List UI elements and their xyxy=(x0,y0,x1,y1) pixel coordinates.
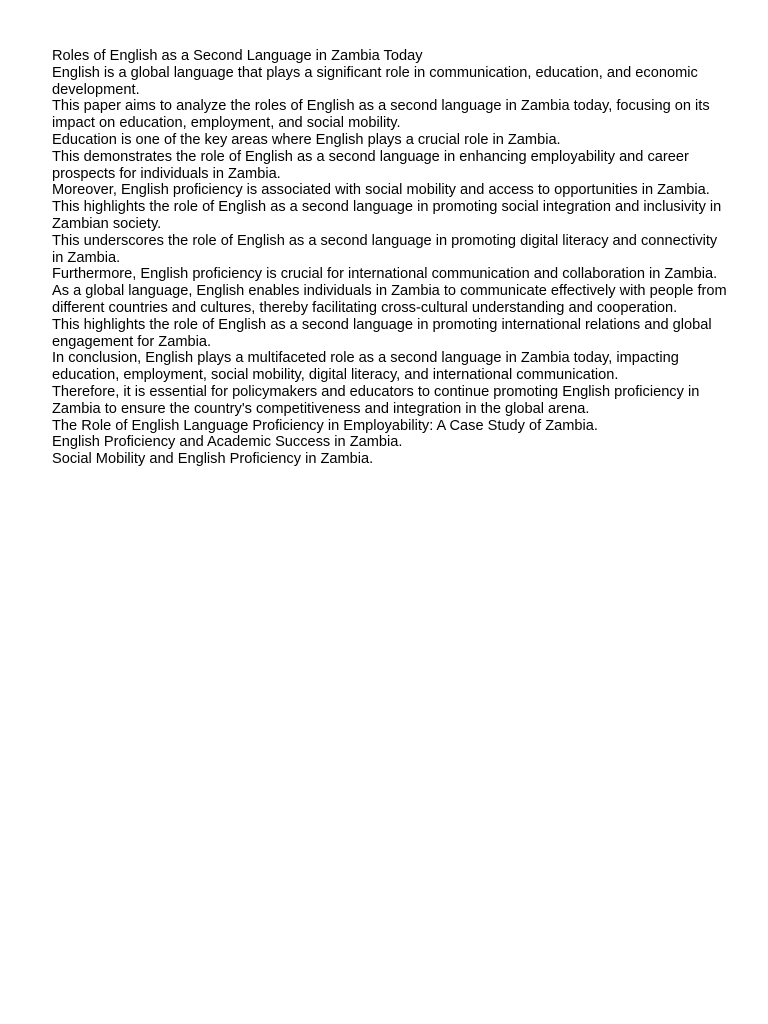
paragraph-line: This demonstrates the role of English as a second language in enhancing employability and career prospects for individuals in Zambia. xyxy=(52,148,689,182)
paragraph-line: English is a global language that plays a significant role in communication, education, and economic development. xyxy=(52,64,698,98)
paragraph-line: In conclusion, English plays a multifaceted role as a second language in Zambia today, impacting education, employment, social mobility, digital literacy, and international communication. xyxy=(52,350,679,384)
paragraph-line: Moreover, English proficiency is associated with social mobility and access to opportunities in Zambia. xyxy=(52,182,710,199)
reference-title: The Role of English Language Proficiency in Employability: A Case Study of Zambia. xyxy=(52,417,598,434)
paragraph-line: This paper aims to analyze the roles of English as a second language in Zambia today, focusing on its impact on education, employment, and social mobility. xyxy=(52,98,710,132)
paragraph-line: Furthermore, English proficiency is crucial for international communication and collaboration in Zambia. xyxy=(52,266,718,283)
reference-title: Social Mobility and English Proficiency in Zambia. xyxy=(52,451,374,468)
document-title: Roles of English as a Second Language in Zambia Today xyxy=(52,48,423,64)
paragraph-line: This underscores the role of English as a second language in promoting digital literacy and connectivity in Zambia. xyxy=(52,232,718,266)
paragraph-line: Education is one of the key areas where English plays a crucial role in Zambia. xyxy=(52,131,561,148)
paragraph-line: This highlights the role of English as a second language in promoting social integration and inclusivity in Zambian society. xyxy=(52,199,722,232)
document-body xyxy=(52,48,732,468)
reference-title: English Proficiency and Academic Success in Zambia. xyxy=(52,434,403,451)
paragraph-line: This highlights the role of English as a second language in promoting international relations and global engagement for Zambia. xyxy=(52,316,712,350)
paragraph-line: Therefore, it is essential for policymakers and educators to continue promoting English proficiency in Zambia to ensure the country's competitiveness and integration in the global arena. xyxy=(52,383,700,417)
paragraph-line: As a global language, English enables individuals in Zambia to communicate effectively with people from different countries and cultures, thereby facilitating cross-cultural understanding and cooperation. xyxy=(52,283,727,316)
